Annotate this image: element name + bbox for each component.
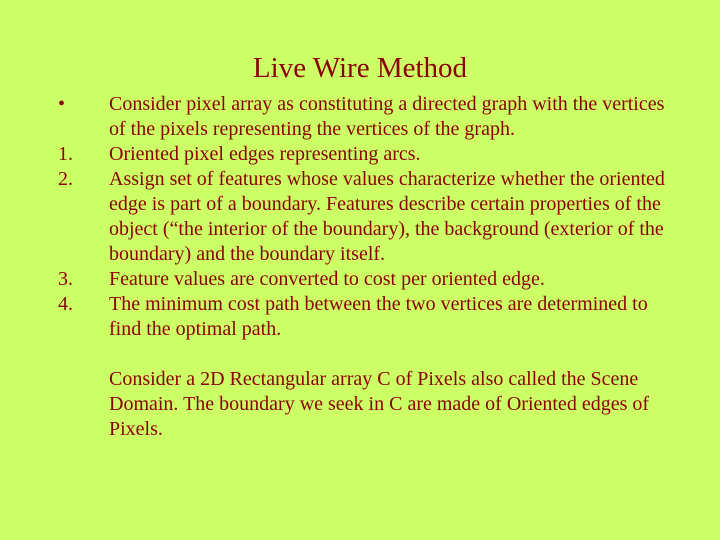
list-item-text: The minimum cost path between the two vertices are determined to find the optimal path. <box>109 293 648 340</box>
number-marker: 2. <box>58 168 73 190</box>
list-item <box>58 267 668 292</box>
closing-paragraph: Consider a 2D Rectangular array C of Pixels also called the Scene Domain. The boundary we seek in C are made of Oriented edges of Pixels. <box>109 368 650 440</box>
slide-title <box>0 50 720 86</box>
list-item-text: Assign set of features whose values characterize whether the oriented edge is part of a boundary. Features describe certain properties of the object (“the interior of the boundary), the background (exterior of the boundary) and the boundary itself. <box>109 168 665 265</box>
list-item-text: Oriented pixel edges representing arcs. <box>109 143 421 165</box>
closing-paragraph-row <box>58 367 668 442</box>
bullet-marker: • <box>58 93 66 115</box>
slide-title-text: Live Wire Method <box>252 52 468 84</box>
list-item-text: Consider pixel array as constituting a directed graph with the vertices of the pixels representing the vertices of the graph. <box>109 93 665 140</box>
list-item <box>58 167 668 267</box>
list-item <box>58 292 668 342</box>
list-item-text: Feature values are converted to cost per oriented edge. <box>109 268 545 290</box>
slide-body <box>58 92 668 442</box>
marker-spacer <box>58 367 109 442</box>
number-marker: 1. <box>58 143 73 165</box>
number-marker: 4. <box>58 293 73 315</box>
number-marker: 3. <box>58 268 73 290</box>
list-item <box>58 142 668 167</box>
list-item <box>58 92 668 142</box>
